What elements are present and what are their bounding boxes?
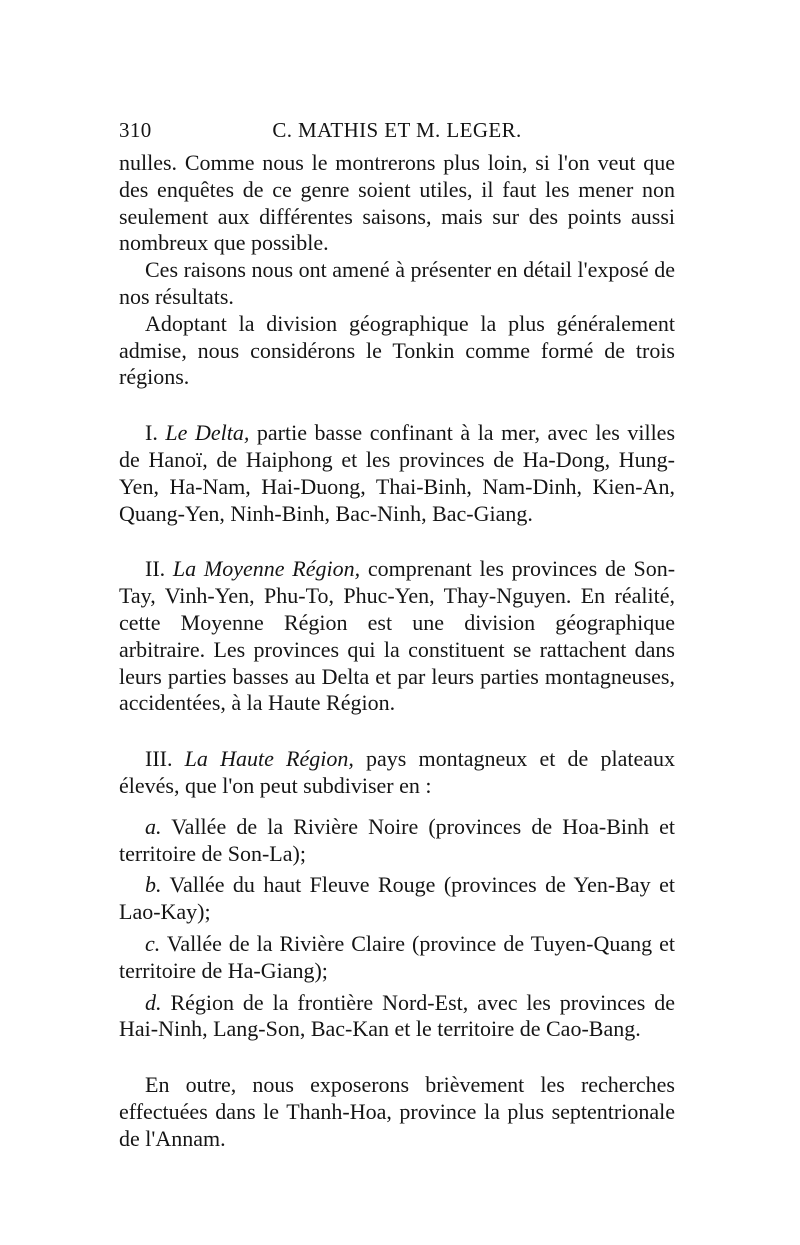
body-text: [119, 150, 675, 1153]
region-numeral: III.: [145, 746, 173, 772]
subdivision-letter: a.: [145, 813, 162, 839]
page-header: [119, 118, 675, 146]
subdivision-text: Vallée du haut Fleuve Rouge (provinces de Yen-Bay et Lao-Kay);: [119, 872, 675, 925]
region-delta: [119, 420, 675, 527]
subdivision-letter: c.: [145, 930, 161, 956]
running-head: C. MATHIS ET M. LEGER.: [272, 118, 522, 142]
region-description: pays montagneux et de plateaux élevés, que l'on peut subdiviser en :: [119, 746, 676, 798]
subdivision-item: [119, 814, 675, 868]
region-numeral: I.: [145, 420, 158, 446]
region-numeral: II.: [145, 556, 166, 582]
subdivision-item: [119, 931, 675, 985]
subdivision-letter: b.: [145, 872, 162, 898]
subdivision-text: Vallée de la Rivière Claire (province de Tuyen-Quang et territoire de Ha-Giang);: [119, 930, 675, 983]
subdivision-item: [119, 872, 675, 926]
region-name: Le Delta,: [165, 420, 250, 446]
region-description: comprenant les provinces de Son-Tay, Vinh-Yen, Phu-To, Phuc-Yen, Thay-Nguyen. En réalité, cette Moyenne Région est une division géographique arbitraire. Les provinces qui la constituent se rattachent dans leurs parties basses au Delta et par leurs parties montagneuses, accidentées, à la Haute Région.: [119, 556, 676, 716]
region-name: La Moyenne Région,: [172, 556, 361, 582]
paragraph-reasons: Ces raisons nous ont amené à présenter en détail l'exposé de nos résultats.: [119, 257, 675, 309]
region-moyenne: [119, 556, 675, 717]
subdivision-text: Vallée de la Rivière Noire (provinces de Hoa-Binh et territoire de Son-La);: [119, 813, 675, 866]
subdivision-letter: d.: [145, 989, 162, 1015]
region-name: La Haute Région,: [184, 746, 354, 772]
subdivision-item: [119, 990, 675, 1044]
region-description: partie basse confinant à la mer, avec les villes de Hanoï, de Haiphong et les provinces de Ha-Dong, Hung-Yen, Ha-Nam, Hai-Duong, Thai-Binh, Nam-Dinh, Kien-An, Quang-Yen, Ninh-Binh, Bac-Ninh, Bac-Giang.: [119, 420, 676, 526]
paragraph-continuation: nulles. Comme nous le montrerons plus loin, si l'on veut que des enquêtes de ce genre soient utiles, il faut les mener non seulement aux différentes saisons, mais sur des points aussi nombreux que possible.: [119, 150, 675, 256]
paragraph-division: Adoptant la division géographique la plus généralement admise, nous considérons le Tonkin comme formé de trois régions.: [119, 310, 675, 390]
subdivision-text: Région de la frontière Nord-Est, avec les provinces de Hai-Ninh, Lang-Son, Bac-Kan et le territoire de Cao-Bang.: [119, 989, 675, 1042]
paragraph-closing: En outre, nous exposerons brièvement les recherches effectuées dans le Thanh-Hoa, province la plus septentrionale de l'Annam.: [119, 1072, 675, 1151]
page-number: 310: [119, 118, 152, 142]
region-haute: [119, 746, 675, 800]
